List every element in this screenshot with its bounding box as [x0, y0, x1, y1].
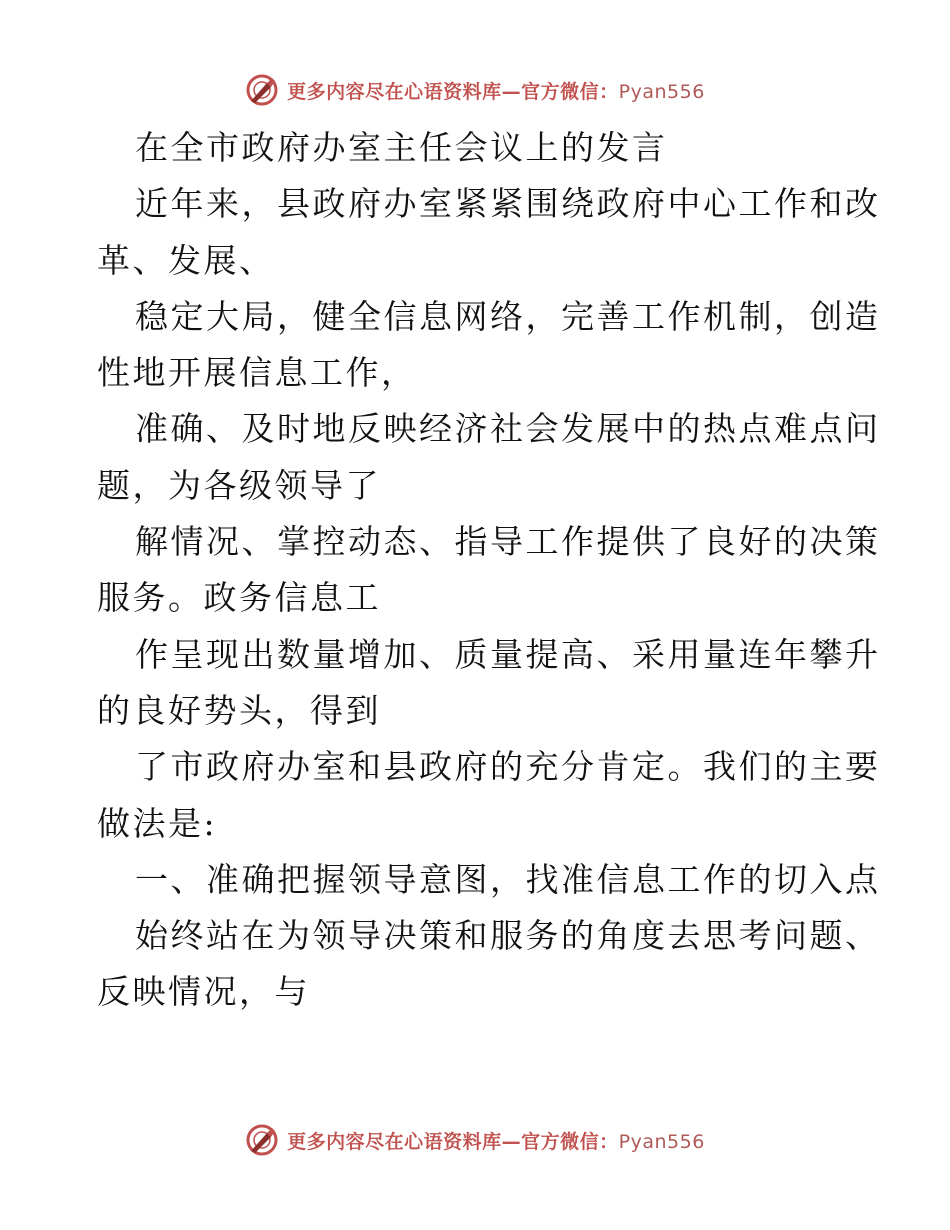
text-line: 了市政府办室和县政府的充分肯定。我们的主要 [135, 747, 881, 787]
text-line: 革、发展、 [97, 240, 275, 280]
text-line: 始终站在为领导决策和服务的角度去思考问题、 [135, 916, 881, 956]
document-body [97, 120, 881, 1021]
text-line: 的良好势头，得到 [97, 690, 381, 730]
text-line: 稳定大局，健全信息网络，完善工作机制，创造 [135, 296, 881, 336]
text-line: 准确、及时地反映经济社会发展中的热点难点问 [135, 409, 881, 449]
text-line: 做法是: [97, 803, 218, 843]
header-watermark [0, 70, 950, 110]
watermark-slogan: 更多内容尽在心语资料库—官方微信： [287, 1130, 619, 1153]
text-line: 解情况、掌控动态、指导工作提供了良好的决策 [135, 522, 881, 562]
watermark-slogan: 更多内容尽在心语资料库—官方微信： [287, 80, 619, 103]
text-line: 近年来，县政府办室紧紧围绕政府中心工作和改 [135, 184, 881, 224]
text-line: 在全市政府办室主任会议上的发言 [135, 128, 668, 167]
text-line: 服务。政务信息工 [97, 578, 381, 618]
watermark-contact: Pyan556 [618, 80, 705, 103]
pen-logo-icon [245, 73, 279, 107]
watermark-text [287, 77, 705, 104]
text-line: 一、准确把握领导意图，找准信息工作的切入点 [135, 859, 881, 899]
watermark-contact: Pyan556 [618, 1130, 705, 1153]
text-line: 作呈现出数量增加、质量提高、采用量连年攀升 [135, 634, 881, 674]
text-line: 反映情况，与 [97, 972, 310, 1012]
pen-logo-icon [245, 1123, 279, 1157]
text-line: 题，为各级领导了 [97, 465, 381, 505]
footer-watermark [0, 1120, 950, 1160]
text-line: 性地开展信息工作， [97, 353, 417, 393]
watermark-text [287, 1127, 705, 1154]
